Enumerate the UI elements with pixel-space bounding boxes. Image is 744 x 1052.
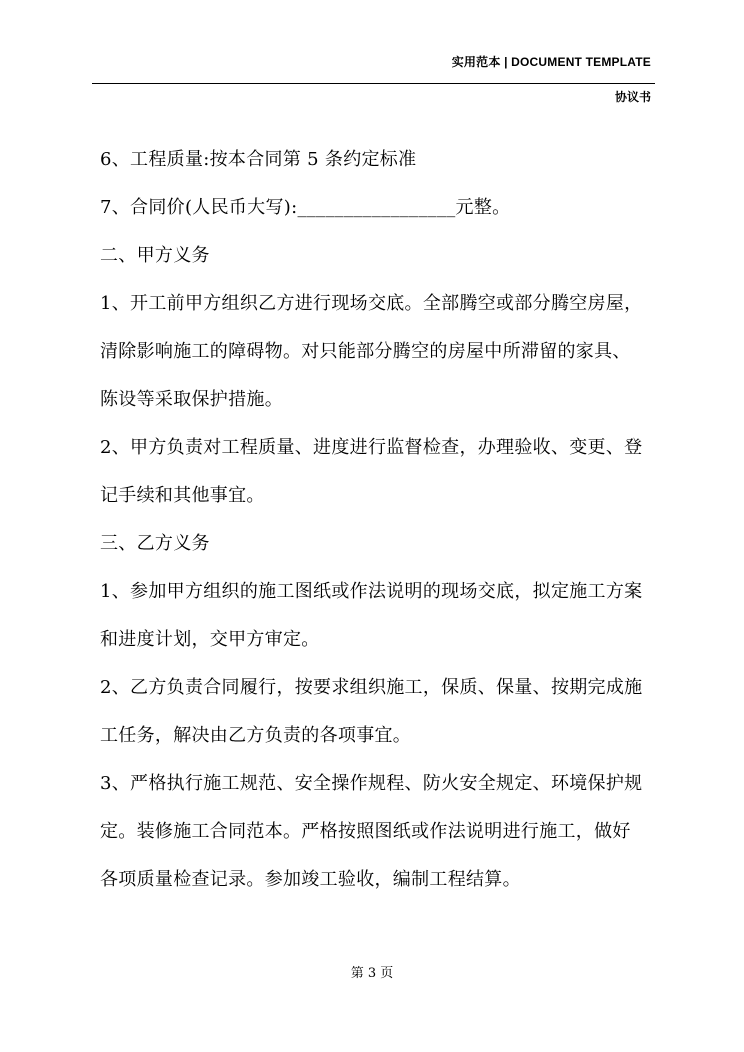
- section-heading-party-a: 二、甲方义务: [100, 245, 210, 266]
- clause-6-quality: 6、工程质量:按本合同第 5 条约定标准: [100, 149, 417, 170]
- paragraph-line: 工任务，解决由乙方负责的各项事宜。: [100, 725, 412, 746]
- document-body: [100, 136, 660, 904]
- paragraph-line: 定。装修施工合同范本。严格按照图纸或作法说明进行施工，做好: [100, 821, 631, 842]
- page-number: 第 3 页: [350, 966, 394, 981]
- paragraph-line: 陈设等采取保护措施。: [100, 389, 283, 410]
- paragraph-line: 1、参加甲方组织的施工图纸或作法说明的现场交底，拟定施工方案: [100, 581, 643, 602]
- paragraph-line: 记手续和其他事宜。: [100, 485, 265, 506]
- paragraph-line: 1、开工前甲方组织乙方进行现场交底。全部腾空或部分腾空房屋，: [100, 293, 643, 314]
- paragraph-line: 各项质量检查记录。参加竣工验收，编制工程结算。: [100, 869, 521, 890]
- header-subtitle: 协议书: [614, 90, 651, 104]
- header-divider: [92, 83, 655, 84]
- header-title: 实用范本 | DOCUMENT TEMPLATE: [451, 55, 651, 69]
- paragraph-line: 2、甲方负责对工程质量、进度进行监督检查，办理验收、变更、登: [100, 437, 643, 458]
- section-heading-party-b: 三、乙方义务: [100, 533, 210, 554]
- paragraph-line: 清除影响施工的障碍物。对只能部分腾空的房屋中所滞留的家具、: [100, 341, 631, 362]
- paragraph-line: 2、乙方负责合同履行，按要求组织施工，保质、保量、按期完成施: [100, 677, 643, 698]
- clause-7-price: 7、合同价(人民币大写):_________________元整。: [100, 197, 511, 218]
- paragraph-line: 3、严格执行施工规范、安全操作规程、防火安全规定、环境保护规: [100, 773, 643, 794]
- paragraph-line: 和进度计划，交甲方审定。: [100, 629, 320, 650]
